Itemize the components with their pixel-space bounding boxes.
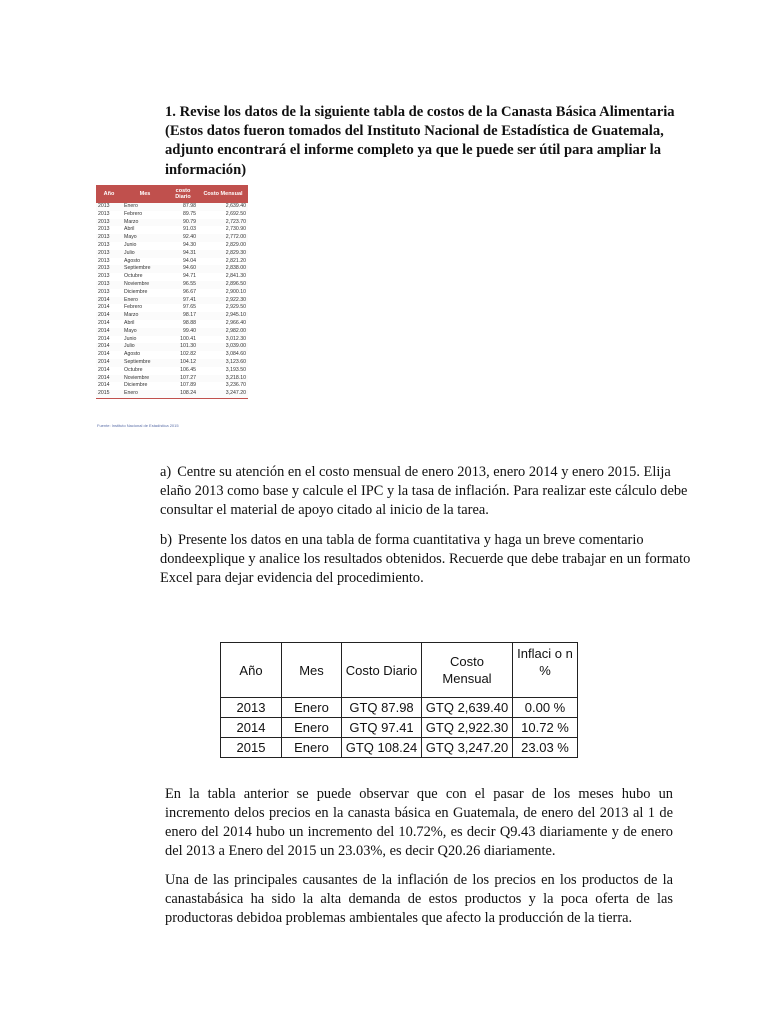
- image-table-cell: 107.89: [180, 382, 196, 389]
- image-table-cell: Julio: [122, 250, 168, 258]
- image-table-row: [96, 336, 248, 344]
- image-table-cell: Junio: [124, 241, 137, 248]
- results-header-monthly-cost: Costo Mensual: [422, 643, 513, 698]
- image-table-cell: Noviembre: [122, 281, 168, 289]
- image-table-header: Costo Mensual: [198, 185, 248, 203]
- image-table-row: [96, 320, 248, 328]
- image-table-cell: 2013: [96, 203, 122, 211]
- image-table-cell: Enero: [122, 203, 168, 211]
- results-cell: Enero: [282, 698, 342, 718]
- image-table-cell: 2014: [96, 343, 122, 351]
- image-table-cell: 104.12: [168, 359, 198, 367]
- image-table-cell: 2,900.10: [225, 288, 246, 295]
- instruction-b: [160, 531, 700, 588]
- image-table-cell: 2,772.00: [198, 234, 248, 242]
- image-table-cell: 107.27: [168, 375, 198, 383]
- image-table-cell: 94.60: [168, 265, 198, 273]
- image-table-cell: 89.75: [183, 210, 196, 217]
- image-table-cell: 2013: [98, 241, 110, 248]
- image-table-cell: 100.41: [180, 335, 196, 342]
- results-cell: 2014: [221, 718, 282, 738]
- image-table-row: [96, 343, 248, 351]
- image-table-cell: 2013: [98, 288, 110, 295]
- image-table-cell: 3,084.60: [225, 351, 246, 358]
- image-table-cell: 2,692.50: [225, 210, 246, 217]
- image-table-row: [96, 382, 248, 390]
- image-table-cell: Febrero: [124, 210, 143, 217]
- image-table-cell: 3,218.10: [198, 375, 248, 383]
- image-table-cell: 94.71: [183, 273, 196, 280]
- image-table-cell: 2,838.00: [198, 265, 248, 273]
- image-table-cell: 2013: [98, 210, 110, 217]
- image-table-row: [96, 304, 248, 312]
- results-cell: 10.72 %: [513, 718, 578, 738]
- image-table-cell: 94.04: [183, 257, 196, 264]
- image-table-cell: 98.88: [183, 319, 196, 326]
- image-table-cell: Marzo: [122, 219, 168, 227]
- conclusion-paragraph: Una de las principales causantes de la inflación de los precios en los productos de la canastabásica ha sido la alta demanda de estos productos y la poca oferta de las productoras debidoa problemas ambientales que afecto la producción de la tierra.: [165, 872, 673, 926]
- image-table-cell: 96.67: [183, 288, 196, 295]
- image-table-row: [96, 250, 248, 258]
- image-table-row: [96, 359, 248, 367]
- image-table-cell: 102.82: [180, 351, 196, 358]
- image-table-cell: Agosto: [124, 351, 141, 358]
- image-table-cell: 90.79: [168, 219, 198, 227]
- results-table: [220, 642, 578, 758]
- image-table-cell: 108.24: [168, 390, 198, 398]
- image-table-cell: Octubre: [124, 366, 143, 373]
- image-table-row: [96, 219, 248, 227]
- image-table-cell: 96.55: [168, 281, 198, 289]
- image-table-cell: 2014: [96, 297, 122, 305]
- image-table-cell: 94.31: [168, 250, 198, 258]
- image-table-cell: Abril: [124, 226, 135, 233]
- image-table-header: costo Diario: [168, 185, 198, 203]
- image-table-cell: 2014: [98, 351, 110, 358]
- instruction-b-text: Presente los datos en una tabla de forma cuantitativa y haga un breve comentario dondeexplique y analice los resultados obtenidos. Recuerde que debe trabajar en un formato Excel para dejar evidencia del procedimiento.: [160, 532, 691, 586]
- image-table-cell: Enero: [122, 390, 168, 398]
- image-table-cell: 2014: [96, 359, 122, 367]
- image-table-row: [96, 226, 248, 234]
- image-table-row: [96, 289, 248, 297]
- image-table-row: [96, 265, 248, 273]
- instruction-a-text: Centre su atención en el costo mensual de enero 2013, enero 2014 y enero 2015. Elija elaño 2013 como base y calcule el IPC y la tasa de inflación. Para realizar este cálculo debe consultar el material de apoyo citado al inicio de la tarea.: [160, 464, 688, 518]
- results-header-year: Año: [221, 643, 282, 698]
- results-header-daily-cost: Costo Diario: [342, 643, 422, 698]
- image-table-cell: Abril: [124, 319, 135, 326]
- image-table-cell: 3,236.70: [225, 382, 246, 389]
- image-table-row: [96, 351, 248, 359]
- image-table-row: [96, 390, 248, 398]
- image-table-cell: 2014: [98, 319, 110, 326]
- image-table-cell: 2013: [96, 281, 122, 289]
- image-table-cell: Mayo: [122, 328, 168, 336]
- image-table-cell: 2014: [98, 304, 110, 311]
- image-table-cell: 2013: [98, 257, 110, 264]
- results-row: [221, 718, 578, 738]
- image-table-cell: 2,841.30: [225, 273, 246, 280]
- image-table-cell: 98.17: [168, 312, 198, 320]
- image-table-cell: 101.30: [168, 343, 198, 351]
- image-table-cell: 2014: [98, 366, 110, 373]
- image-table-cell: Diciembre: [124, 288, 148, 295]
- results-header-inflation: Inflaci o n %: [513, 643, 578, 698]
- results-row: [221, 698, 578, 718]
- image-table-cell: Noviembre: [122, 375, 168, 383]
- image-table-cell: 2015: [96, 390, 122, 398]
- image-table-row: [96, 281, 248, 289]
- results-cell: 2015: [221, 738, 282, 758]
- image-table-cell: 2014: [96, 328, 122, 336]
- image-table-cell: 2,896.50: [198, 281, 248, 289]
- image-table-cell: 91.03: [183, 226, 196, 233]
- image-table-cell: 2013: [98, 273, 110, 280]
- instruction-a: [160, 463, 700, 520]
- image-table-cell: Enero: [122, 297, 168, 305]
- image-table-row: [96, 367, 248, 375]
- image-table-header: Mes: [122, 185, 168, 203]
- results-cell: 2013: [221, 698, 282, 718]
- results-cell: GTQ 87.98: [342, 698, 422, 718]
- image-table-cell: Diciembre: [124, 382, 148, 389]
- image-table-cell: Mayo: [122, 234, 168, 242]
- image-table-cell: 2014: [96, 375, 122, 383]
- image-table-row: [96, 312, 248, 320]
- image-table-cell: 2,929.50: [225, 304, 246, 311]
- image-table-cell: 2,829.00: [225, 241, 246, 248]
- image-table-row: [96, 211, 248, 219]
- image-table-row: [96, 203, 248, 211]
- image-table-cell: 3,123.60: [198, 359, 248, 367]
- image-table-cell: 3,012.30: [225, 335, 246, 342]
- image-table-cell: Octubre: [124, 273, 143, 280]
- image-table-cell: 2013: [96, 234, 122, 242]
- image-table-cell: 99.40: [168, 328, 198, 336]
- image-table-cell: 97.65: [183, 304, 196, 311]
- image-table-row: [96, 375, 248, 383]
- image-table-cell: 2,945.10: [198, 312, 248, 320]
- image-table-cell: 2014: [98, 335, 110, 342]
- image-table-row: [96, 328, 248, 336]
- image-table-cell: Marzo: [122, 312, 168, 320]
- results-row: [221, 738, 578, 758]
- image-table-cell: 106.45: [180, 366, 196, 373]
- image-table-cell: 2014: [96, 312, 122, 320]
- analysis-paragraph: En la tabla anterior se puede observar que con el pasar de los meses hubo un incremento delos precios en la canasta básica en Guatemala, de enero del 2013 al 1 de enero del 2014 hubo un incremento del 10.72%, es decir Q9.43 diariamente y de enero del 2013 a Enero del 2015 un 23.03%, es decir Q20.26 diariamente.: [165, 786, 673, 859]
- results-cell: GTQ 2,922.30: [422, 718, 513, 738]
- image-table-cell: 2013: [96, 219, 122, 227]
- image-table-row: [96, 273, 248, 281]
- image-table-cell: 2,730.90: [225, 226, 246, 233]
- results-cell: 0.00 %: [513, 698, 578, 718]
- image-table-cell: 3,247.20: [198, 390, 248, 398]
- image-table-row: [96, 297, 248, 305]
- image-table-cell: 2,639.40: [198, 203, 248, 211]
- image-table-cell: 2013: [96, 250, 122, 258]
- image-table-source: Fuente: Instituto Nacional de Estadística 2015: [97, 423, 179, 428]
- image-table-cell: 2,829.30: [198, 250, 248, 258]
- image-table-cell: 2,982.00: [198, 328, 248, 336]
- results-cell: GTQ 97.41: [342, 718, 422, 738]
- image-table-cell: 2,922.30: [198, 297, 248, 305]
- results-cell: GTQ 2,639.40: [422, 698, 513, 718]
- image-table-cell: Junio: [124, 335, 137, 342]
- image-table-cell: Agosto: [124, 257, 141, 264]
- results-cell: 23.03 %: [513, 738, 578, 758]
- image-table-cell: 92.40: [168, 234, 198, 242]
- image-table-cell: Febrero: [124, 304, 143, 311]
- image-table-row: [96, 242, 248, 250]
- image-table-cell: 2,821.20: [225, 257, 246, 264]
- image-table-cell: 2013: [96, 265, 122, 273]
- image-table-cell: 2013: [98, 226, 110, 233]
- cost-image-table: [96, 185, 248, 399]
- results-cell: Enero: [282, 718, 342, 738]
- image-table-cell: 87.98: [168, 203, 198, 211]
- image-table-cell: 94.30: [183, 241, 196, 248]
- image-table-row: [96, 258, 248, 266]
- results-cell: GTQ 108.24: [342, 738, 422, 758]
- image-table-cell: 2014: [98, 382, 110, 389]
- image-table-cell: Septiembre: [122, 359, 168, 367]
- image-table-cell: 97.41: [168, 297, 198, 305]
- image-table-cell: 3,193.50: [225, 366, 246, 373]
- image-table-cell: Julio: [122, 343, 168, 351]
- image-table-cell: Septiembre: [122, 265, 168, 273]
- instruction-b-label: b): [160, 532, 172, 548]
- image-table-cell: 2,723.70: [198, 219, 248, 227]
- results-cell: GTQ 3,247.20: [422, 738, 513, 758]
- results-cell: Enero: [282, 738, 342, 758]
- image-table-cell: 3,039.00: [198, 343, 248, 351]
- image-table-row: [96, 234, 248, 242]
- instruction-a-label: a): [160, 464, 172, 480]
- results-header-month: Mes: [282, 643, 342, 698]
- question-title: 1. Revise los datos de la siguiente tabla de costos de la Canasta Básica Alimentaria (Estos datos fueron tomados del Instituto Nacional de Estadística de Guatemala, adjunto encontrará el informe completo ya que le puede ser útil para ampliar la información): [165, 104, 675, 178]
- image-table-cell: 2,966.40: [225, 319, 246, 326]
- image-table-header: Año: [96, 185, 122, 203]
